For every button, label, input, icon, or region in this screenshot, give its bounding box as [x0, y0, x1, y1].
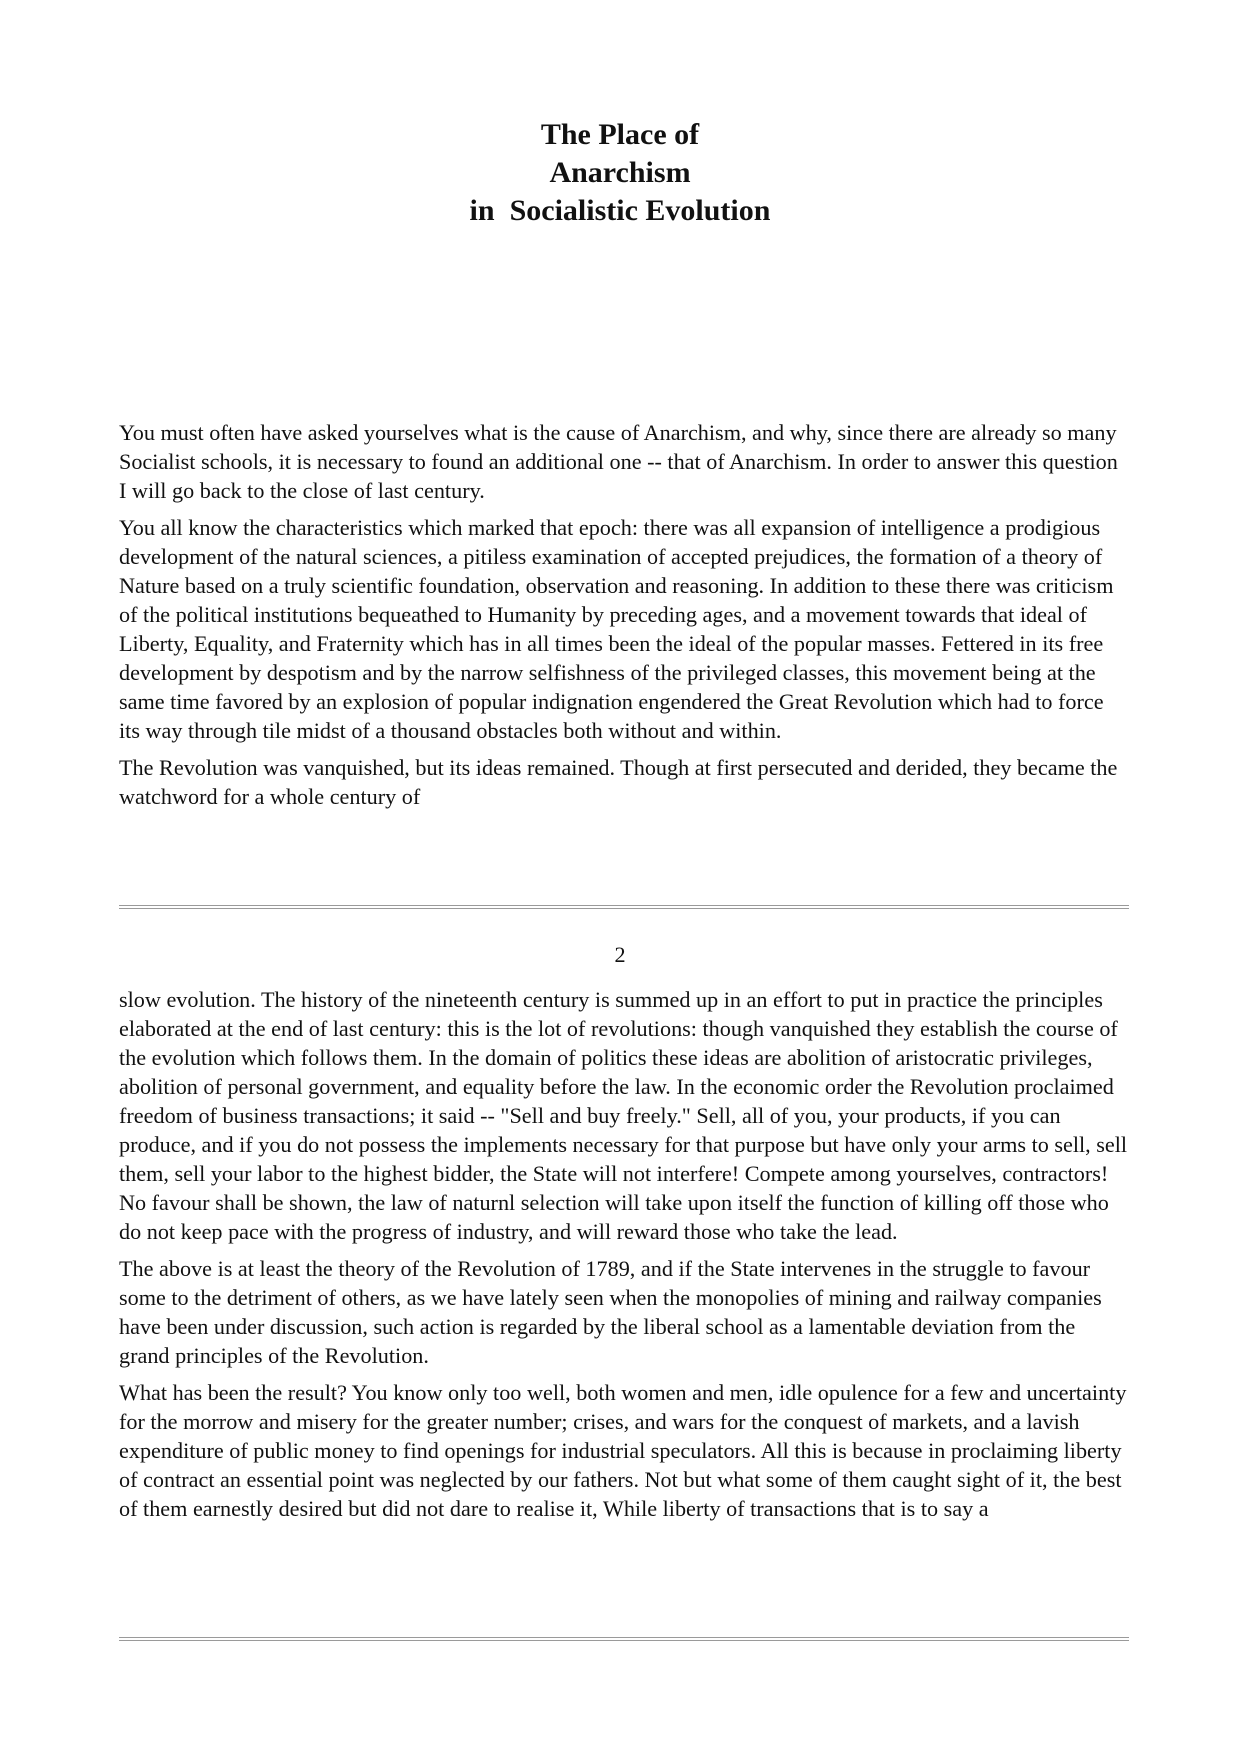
title-line-1: The Place of — [540, 118, 700, 151]
title-line-2: Anarchism — [549, 156, 691, 189]
paragraph: The Revolution was vanquished, but its ideas remained. Though at first persecuted and derided, they became the watchword for a whole century of — [119, 755, 1118, 809]
page-break-rule — [119, 1637, 1129, 1641]
paragraph: What has been the result? You know only too well, both women and men, idle opulence for a few and uncertainty for the morrow and misery for the greater number; crises, and wars for the conquest of markets, and a lavish expenditure of public money to find openings for industrial speculators. All this is because in proclaiming liberty of contract an essential point was neglected by our fathers. Not but what some of them caught sight of it, the best of them earnestly desired but did not dare to realise it, While liberty of transactions that is to say a — [119, 1380, 1127, 1521]
paragraph: You must often have asked yourselves what is the cause of Anarchism, and why, since there are already so many Socialist schools, it is necessary to found an additional one -- that of Anarchism. In order to answer this question I will go back to the close of last century. — [119, 420, 1118, 503]
paragraph: The above is at least the theory of the Revolution of 1789, and if the State intervenes in the struggle to favour some to the detriment of others, as we have lately seen when the monopolies of mining and railway companies have been under discussion, such action is regarded by the liberal school as a lamentable deviation from the grand principles of the Revolution. — [119, 1256, 1102, 1368]
title-line-3: in Socialistic Evolution — [469, 194, 771, 227]
page-1-body — [119, 418, 1129, 819]
page-number: 2 — [614, 942, 626, 967]
paragraph: You all know the characteristics which marked that epoch: there was all expansion of intelligence a prodigious development of the natural sciences, a pitiless examination of accepted prejudices, the formation of a theory of Nature based on a truly scientific foundation, observation and reasoning. In addition to these there was criticism of the political institutions bequeathed to Humanity by preceding ages, and a movement towards that ideal of Liberty, Equality, and Fraternity which has in all times been the ideal of the popular masses. Fettered in its free development by despotism and by the narrow selfishness of the privileged classes, this movement being at the same time favored by an explosion of popular indignation engendered the Great Revolution which had to force its way through tile midst of a thousand obstacles both without and within. — [119, 515, 1114, 743]
document-title — [0, 116, 1240, 230]
page-break-rule — [119, 905, 1129, 909]
page-2-body — [119, 985, 1129, 1531]
paragraph: slow evolution. The history of the nineteenth century is summed up in an effort to put in practice the principles elaborated at the end of last century: this is the lot of revolutions: though vanquished they establish the course of the evolution which follows them. In the domain of politics these ideas are abolition of aristocratic privileges, abolition of personal government, and equality before the law. In the economic order the Revolution proclaimed freedom of business transactions; it said -- "Sell and buy freely." Sell, all of you, your products, if you can produce, and if you do not possess the implements necessary for that purpose but have only your arms to sell, sell them, sell your labor to the highest bidder, the State will not interfere! Compete among yourselves, contractors! No favour shall be shown, the law of naturnl selection will take upon itself the function of killing off those who do not keep pace with the progress of industry, and will reward those who take the lead. — [119, 987, 1128, 1244]
